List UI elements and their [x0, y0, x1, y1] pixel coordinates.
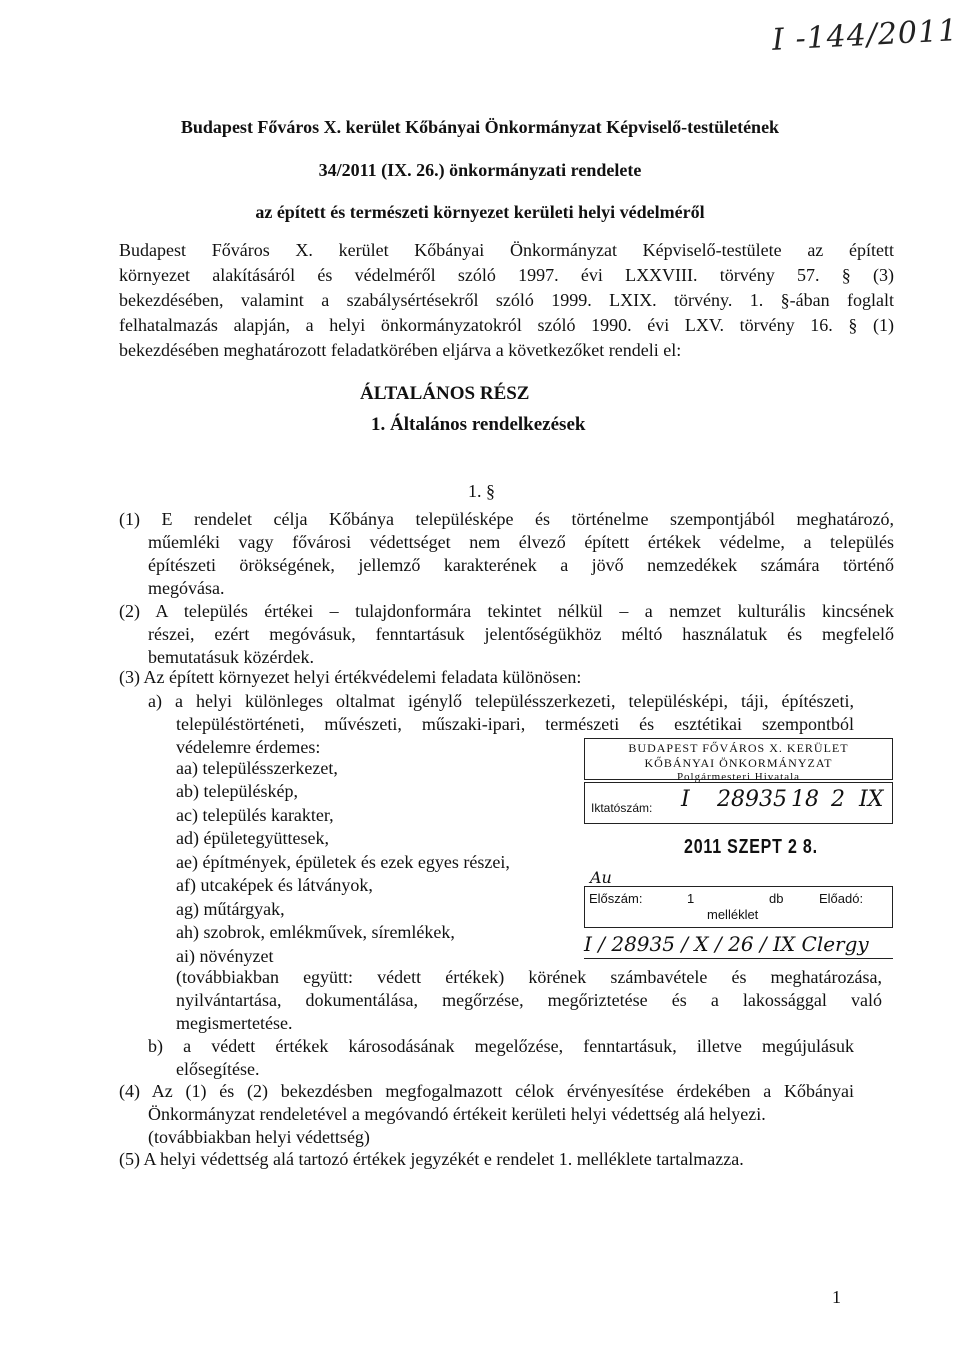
paragraph-2 — [119, 600, 894, 669]
count-label: db — [769, 891, 784, 906]
filing-part: I — [681, 787, 690, 812]
intro-line: felhatalmazás alapján, a helyi önkormányzatokról szóló 1990. évi LXV. törvény 16. § (1) — [119, 315, 894, 335]
paragraph-5 — [119, 1148, 894, 1171]
p3a-tail-line: nyilvántartása, dokumentálása, megőrzése, megőriztetése és a lakossággal való — [176, 990, 882, 1010]
preceding-number-label: Előszám: — [589, 891, 643, 906]
intro-line: környezet alakításáról és védelméről szóló 1997. évi LXXVIII. törvény 57. § (3) — [119, 265, 894, 285]
p3-lead-line: (3) Az épített környezet helyi értékvédelemi feladata különösen: — [119, 667, 582, 687]
header-line-2: 34/2011 (IX. 26.) önkormányzati rendelete — [318, 160, 642, 180]
p2-line: (2) A település értékei – tulajdonformára tekintet nélkül – a nemzet kulturális kincsének — [119, 601, 894, 621]
list-item: ai) növényzet — [176, 946, 274, 966]
filing-part: 28935 — [717, 787, 787, 812]
p1-line: megóvása. — [148, 578, 225, 598]
page-number: 1 — [832, 1287, 841, 1307]
paragraph-1 — [119, 508, 894, 600]
handwritten-reference: I -144/2011 — [771, 13, 960, 58]
attachment-label: melléklet — [707, 907, 759, 922]
list-item: ad) épületegyüttesek, — [176, 828, 329, 848]
intro-paragraph — [119, 238, 894, 363]
stamp-filing-number — [584, 782, 893, 824]
presenter-label: Előadó: — [819, 891, 864, 906]
p3a-tail-line: megismertetése. — [176, 1013, 293, 1033]
filing-number-label: Iktatószám: — [591, 801, 653, 815]
filing-part: IX — [859, 787, 884, 812]
p4-line: (4) Az (1) és (2) bekezdésben megfogalmazott célok érvényesítése érdekében a Kőbányai — [119, 1081, 854, 1101]
intro-line: Budapest Főváros X. kerület Kőbányai Önkormányzat Képviselő-testülete az épített — [119, 240, 894, 260]
p1-line: műemléki vagy fővárosi védettséget nem élvező épített értékek védelme, a település — [148, 532, 894, 552]
stamp-preceding-number — [584, 886, 893, 928]
stamp-date: 2011 SZEPT 2 8. — [684, 836, 818, 858]
header-line-3: az épített és természeti környezet kerületi helyi védelméről — [255, 202, 705, 222]
p3a-line: védelemre érdemes: — [176, 737, 321, 757]
filing-part: 2 — [831, 787, 845, 812]
stamp-header — [584, 738, 893, 783]
list-item: ab) településkép, — [176, 781, 298, 801]
filing-part: 18 — [791, 787, 819, 812]
registry-stamp — [584, 738, 893, 958]
p1-line: építészeti örökségének, jellemző karakterének a jövő nemzedékek számára történő — [148, 555, 894, 575]
list-item: ac) település karakter, — [176, 805, 334, 825]
paragraph-3a-tail — [176, 966, 882, 1035]
stamp-org-line-2: KŐBÁNYAI ÖNKORMÁNYZAT — [644, 756, 833, 770]
list-item: ae) építmények, épületek és ezek egyes részei, — [176, 852, 510, 872]
stamp-handmark: Au — [590, 868, 612, 887]
count-value: 1 — [687, 891, 695, 906]
p3a-tail-line: (továbbiakban együtt: védett értékek) körének számbavétele és meghatározása, — [176, 967, 882, 987]
list-item: af) utcaképek és látványok, — [176, 875, 373, 895]
list-item: aa) településszerkezet, — [176, 758, 338, 778]
list-item: ag) műtárgyak, — [176, 899, 285, 919]
p5-line: (5) A helyi védettség alá tartozó értékek jegyzékét e rendelet 1. melléklete tartalmazza. — [119, 1149, 744, 1169]
stamp-handwritten-reference: I / 28935 / X / 26 / IX Clergy — [584, 932, 893, 959]
paragraph-4 — [119, 1080, 854, 1149]
p4-line: (továbbiakban helyi védettség) — [148, 1127, 370, 1147]
list-item: ah) szobrok, emlékművek, síremlékek, — [176, 922, 455, 942]
p2-line: bemutatásuk közérdek. — [148, 647, 314, 667]
stamp-org-line-3: Polgármesteri Hivatala — [676, 771, 801, 783]
p3b-line: elősegítése. — [176, 1059, 260, 1079]
p3a-line: településtörténeti, művészeti, műszaki-ipari, természeti és esztétikai szempontból — [176, 714, 854, 734]
paragraph-3-lead — [119, 666, 894, 689]
header-line-1: Budapest Főváros X. kerület Kőbányai Önkormányzat Képviselő-testületének — [180, 117, 780, 137]
intro-line: bekezdésében meghatározott feladatkörében eljárva a következőket rendeli el: — [119, 340, 682, 360]
p3a-line: a) a helyi különleges oltalmat igénylő településszerkezeti, településképi, táji, építészeti, — [148, 691, 854, 711]
stamp-org-line-1: BUDAPEST FŐVÁROS X. KERÜLET — [628, 741, 849, 755]
intro-line: bekezdésében, valamint a szabálysértésekről szóló 1999. LXIX. törvény. 1. §-ában foglalt — [119, 290, 894, 310]
p1-line: (1) E rendelet célja Kőbánya településképe és történelme szempontjából meghatározó, — [119, 509, 894, 529]
p2-line: részei, ezért megóvásuk, fenntartásuk jelentőségükhöz méltó használatuk és megfelelő — [148, 624, 894, 644]
p3b-line: b) a védett értékek károsodásának megelőzése, fenntartásuk, illetve megújulásuk — [148, 1036, 854, 1056]
paragraph-title: 1. § — [468, 481, 495, 501]
section-title: ÁLTALÁNOS RÉSZ — [360, 383, 530, 404]
p4-line: Önkormányzat rendeletével a megóvandó értékeit kerületi helyi védettség alá helyezi. — [148, 1104, 766, 1124]
paragraph-3b — [148, 1035, 854, 1081]
chapter-title: 1. Általános rendelkezések — [371, 414, 586, 435]
